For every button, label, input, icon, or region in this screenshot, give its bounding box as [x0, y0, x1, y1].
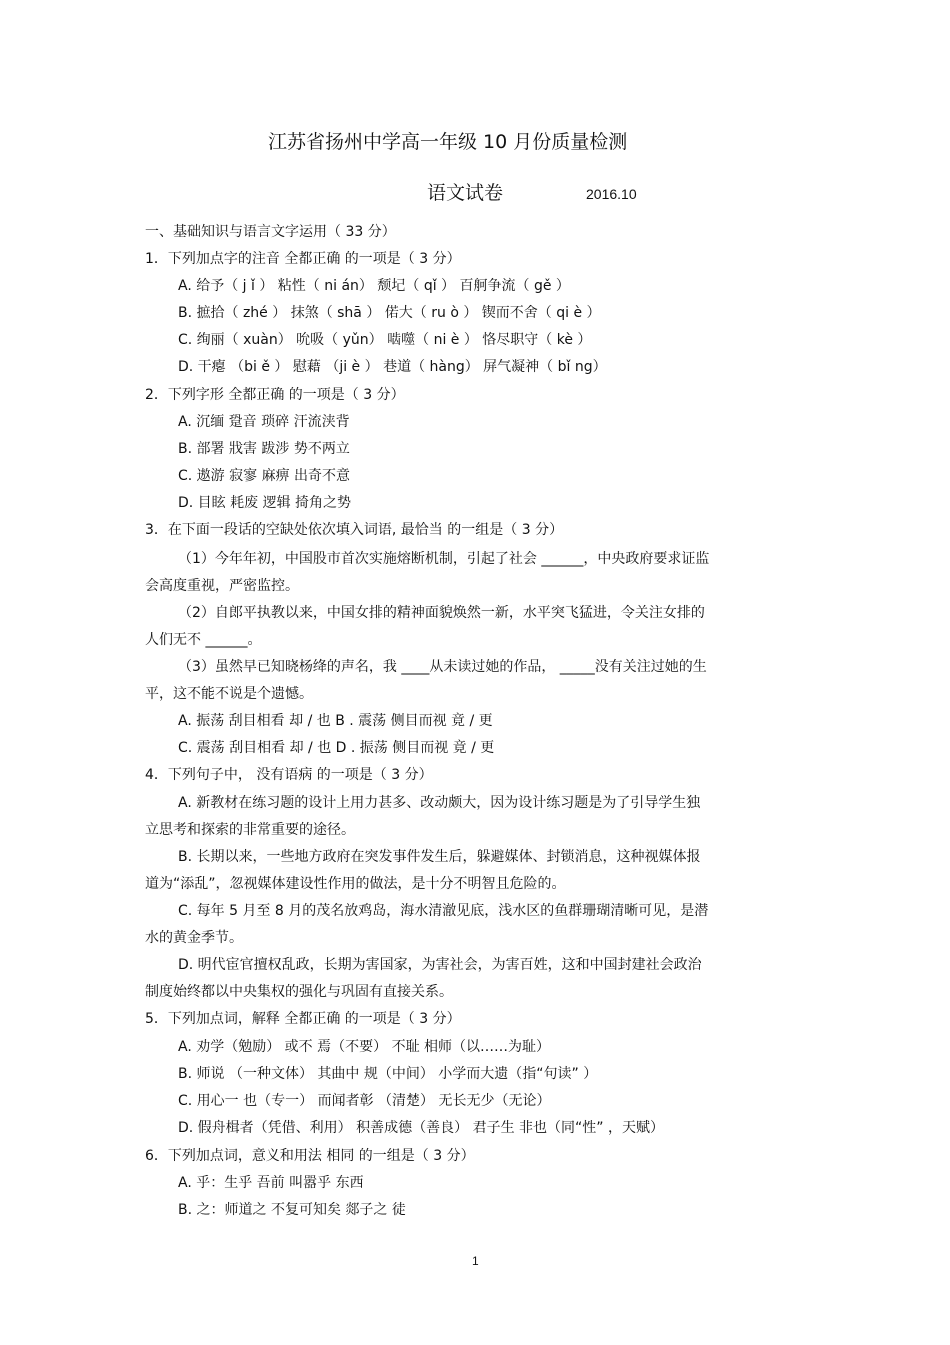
page-title: 江苏省扬州中学高一年级 10 月份质量检测 [268, 131, 628, 153]
q3-passage-1-line-2: 会高度重视，严密监控。 [145, 578, 299, 594]
question-6-stem: 6．下列加点词，意义和用法 相同 的一组是（ 3 分） [145, 1148, 475, 1164]
page-number: 1 [472, 1254, 479, 1268]
q6-option-a: A. 乎：生乎 吾前 叫嚣乎 东西 [178, 1175, 364, 1191]
q1-option-d: D. 干瘪 （bi ě ） 慰藉 （ji è ） 巷道（ hàng） 屏气凝神（ bǐ ng） [178, 359, 607, 375]
q2-option-c: C. 遨游 寂寥 麻痹 出奇不意 [178, 468, 351, 484]
q3-passage-2-line-2: 人们无不 ______。 [145, 632, 262, 648]
exam-date: 2016.10 [586, 186, 637, 202]
section-heading: 一、基础知识与语言文字运用（ 33 分） [145, 224, 396, 240]
q1-option-a: A. 给予（ j ǐ ） 粘性（ ni án） 颓圮（ qǐ ） 百舸争流（ gě ） [178, 278, 570, 294]
q5-option-a: A. 劝学（勉励） 或不 焉（不要） 不耻 相师（以……为耻） [178, 1039, 551, 1055]
question-3-stem: 3．在下面一段话的空缺处依次填入词语, 最恰当 的一组是（ 3 分） [145, 522, 564, 538]
q2-option-b: B. 部署 戕害 跋涉 势不两立 [178, 441, 350, 457]
q2-option-a: A. 沉缅 跫音 琐碎 汗流浃背 [178, 414, 350, 430]
q3-passage-1-line-1: （1）今年年初，中国股市首次实施熔断机制，引起了社会 ______，中央政府要求证监 [178, 551, 710, 567]
q4-option-d-line-2: 制度始终都以中央集权的强化与巩固有直接关系。 [145, 984, 453, 1000]
question-1-stem: 1．下列加点字的注音 全都正确 的一项是（ 3 分） [145, 251, 461, 267]
q4-option-b-line-2: 道为“添乱”，忽视媒体建设性作用的做法，是十分不明智且危险的。 [145, 876, 566, 892]
q5-option-b: B. 师说 （一种文体） 其曲中 规（中间） 小学而大遗（指“句读” ） [178, 1066, 598, 1082]
q6-option-b: B. 之：师道之 不复可知矣 郯子之 徒 [178, 1202, 406, 1218]
q5-option-d: D. 假舟楫者（凭借、利用） 积善成德（善良） 君子生 非也（同“性” ，天赋） [178, 1120, 664, 1136]
q1-option-c: C. 绚丽（ xuàn） 吮吸（ yǔn） 啮噬（ ni è ） 恪尽职守（ kè ） [178, 332, 592, 348]
q3-passage-2-line-1: （2）自郎平执教以来，中国女排的精神面貌焕然一新，水平突飞猛进，令关注女排的 [178, 605, 705, 621]
q4-option-a-line-2: 立思考和探索的非常重要的途径。 [145, 822, 355, 838]
q4-option-c-line-2: 水的黄金季节。 [145, 930, 243, 946]
q3-passage-3-line-2: 平，这不能不说是个遗憾。 [145, 686, 313, 702]
q1-option-b: B. 摭拾（ zhé ） 抹煞（ shā ） 偌大（ ru ò ） 锲而不舍（ qi è ） [178, 305, 601, 321]
q2-option-d: D. 目眩 耗废 逻辑 掎角之势 [178, 495, 352, 511]
question-2-stem: 2．下列字形 全都正确 的一项是（ 3 分） [145, 387, 405, 403]
question-5-stem: 5．下列加点词，解释 全都正确 的一项是（ 3 分） [145, 1011, 461, 1027]
q4-option-a-line-1: A. 新教材在练习题的设计上用力甚多、改动颇大，因为设计练习题是为了引导学生独 [178, 795, 701, 811]
q3-options-c-d: C. 震荡 刮目相看 却 / 也 D . 振荡 侧目而视 竟 / 更 [178, 740, 495, 756]
exam-subject: 语文试卷 [427, 182, 504, 204]
question-4-stem: 4．下列句子中， 没有语病 的一项是（ 3 分） [145, 767, 433, 783]
q4-option-c-line-1: C. 每年 5 月至 8 月的茂名放鸡岛，海水清澈见底，浅水区的鱼群珊瑚清晰可见，是潜 [178, 903, 709, 919]
q5-option-c: C. 用心一 也（专一） 而闻者彰 （清楚） 无长无少（无论） [178, 1093, 551, 1109]
q4-option-d-line-1: D. 明代宦官擅权乱政，长期为害国家，为害社会，为害百姓，这和中国封建社会政治 [178, 957, 702, 973]
q3-passage-3-line-1: （3）虽然早已知晓杨绛的声名，我 ____从未读过她的作品， _____没有关注过她的生 [178, 659, 707, 675]
q4-option-b-line-1: B. 长期以来，一些地方政府在突发事件发生后，躲避媒体、封锁消息，这种视媒体报 [178, 849, 701, 865]
q3-options-a-b: A. 振荡 刮目相看 却 / 也 B . 震荡 侧目而视 竟 / 更 [178, 713, 493, 729]
